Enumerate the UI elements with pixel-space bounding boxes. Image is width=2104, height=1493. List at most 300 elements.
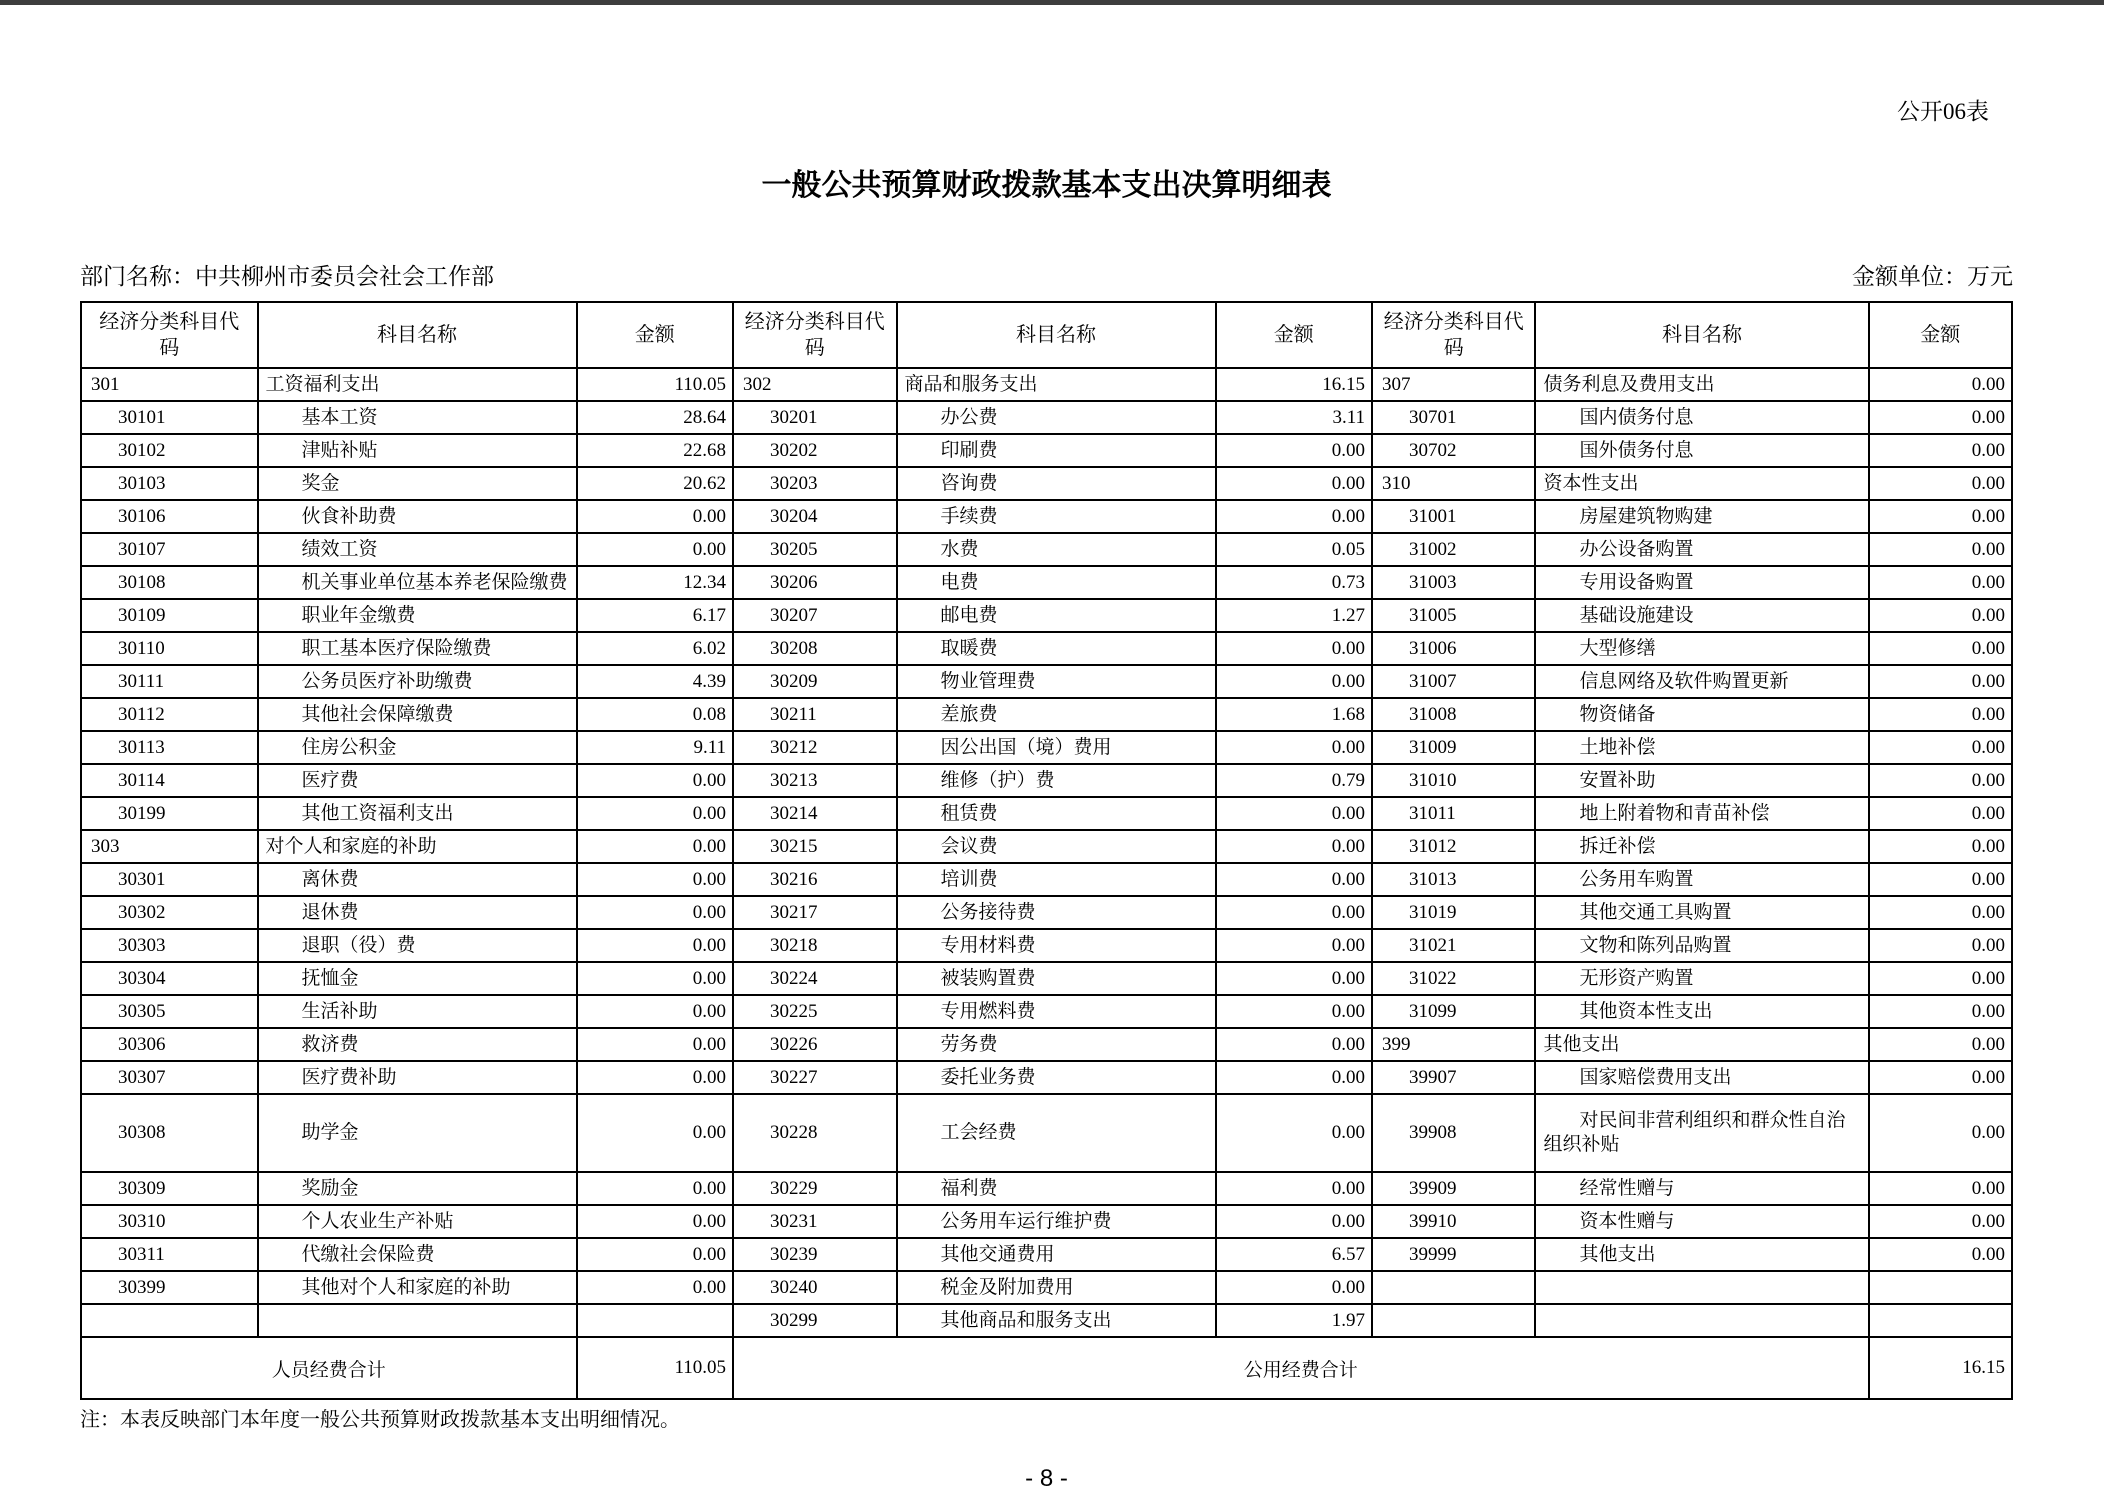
- name-cell: 个人农业生产补贴: [258, 1205, 577, 1238]
- code-cell: 31099: [1372, 995, 1536, 1028]
- name-cell: 其他对个人和家庭的补助: [258, 1271, 577, 1304]
- amount-cell: 0.00: [1216, 1172, 1372, 1205]
- name-cell: 印刷费: [897, 434, 1216, 467]
- code-cell: 30208: [733, 632, 897, 665]
- code-cell: 30110: [81, 632, 258, 665]
- code-cell: 30109: [81, 599, 258, 632]
- code-cell: 39908: [1372, 1094, 1536, 1172]
- code-cell: 30399: [81, 1271, 258, 1304]
- code-cell: 399: [1372, 1028, 1536, 1061]
- amount-cell: 0.00: [1869, 434, 2012, 467]
- table-row: [81, 698, 2012, 731]
- name-cell: 手续费: [897, 500, 1216, 533]
- name-cell: 津贴补贴: [258, 434, 577, 467]
- table-row: [81, 1271, 2012, 1304]
- name-cell: 被装购置费: [897, 962, 1216, 995]
- name-cell: 基础设施建设: [1535, 599, 1868, 632]
- column-header-name: 科目名称: [897, 302, 1216, 368]
- amount-cell: 3.11: [1216, 401, 1372, 434]
- name-cell: 大型修缮: [1535, 632, 1868, 665]
- name-cell: 咨询费: [897, 467, 1216, 500]
- code-cell: 310: [1372, 467, 1536, 500]
- name-cell: 其他交通费用: [897, 1238, 1216, 1271]
- amount-cell: 0.00: [577, 1028, 733, 1061]
- code-cell: 30201: [733, 401, 897, 434]
- amount-cell: 9.11: [577, 731, 733, 764]
- amount-cell: 0.00: [1216, 830, 1372, 863]
- code-cell: 30304: [81, 962, 258, 995]
- column-header-name: 科目名称: [1535, 302, 1868, 368]
- code-cell: 30240: [733, 1271, 897, 1304]
- amount-cell: 0.00: [1216, 467, 1372, 500]
- table-row: [81, 434, 2012, 467]
- amount-cell: 0.00: [1869, 797, 2012, 830]
- amount-cell: 0.00: [577, 1061, 733, 1094]
- code-cell: 30113: [81, 731, 258, 764]
- name-cell: 医疗费: [258, 764, 577, 797]
- table-row: [81, 830, 2012, 863]
- header-row: [81, 302, 2012, 368]
- amount-cell: 0.00: [577, 929, 733, 962]
- amount-cell: 0.00: [1869, 698, 2012, 731]
- code-cell: 303: [81, 830, 258, 863]
- amount-cell: 28.64: [577, 401, 733, 434]
- amount-cell: 0.00: [577, 863, 733, 896]
- code-cell: 30202: [733, 434, 897, 467]
- code-cell: 30209: [733, 665, 897, 698]
- name-cell: 绩效工资: [258, 533, 577, 566]
- amount-cell: 0.00: [1216, 797, 1372, 830]
- personnel-total-label: 人员经费合计: [81, 1337, 577, 1399]
- page-top-edge: [0, 0, 2104, 5]
- amount-cell: 0.79: [1216, 764, 1372, 797]
- amount-cell: [1869, 1304, 2012, 1337]
- table-body: [81, 368, 2012, 1337]
- amount-cell: 0.00: [1216, 632, 1372, 665]
- amount-cell: 0.00: [1216, 731, 1372, 764]
- table-row: [81, 896, 2012, 929]
- amount-cell: 0.00: [577, 764, 733, 797]
- name-cell: 职工基本医疗保险缴费: [258, 632, 577, 665]
- name-cell: 退职（役）费: [258, 929, 577, 962]
- amount-cell: 0.00: [1869, 1061, 2012, 1094]
- code-cell: [1372, 1271, 1536, 1304]
- name-cell: 地上附着物和青苗补偿: [1535, 797, 1868, 830]
- name-cell: 国内债务付息: [1535, 401, 1868, 434]
- name-cell: 无形资产购置: [1535, 962, 1868, 995]
- amount-cell: 0.00: [577, 896, 733, 929]
- table-row: [81, 632, 2012, 665]
- table-row: [81, 863, 2012, 896]
- table-row: [81, 929, 2012, 962]
- amount-cell: 0.00: [577, 1094, 733, 1172]
- amount-cell: 0.00: [1869, 401, 2012, 434]
- amount-cell: 20.62: [577, 467, 733, 500]
- amount-cell: 0.00: [1216, 1094, 1372, 1172]
- table-note: 注：本表反映部门本年度一般公共预算财政拨款基本支出明细情况。: [80, 1409, 680, 1431]
- amount-cell: 0.00: [1869, 1172, 2012, 1205]
- name-cell: 其他支出: [1535, 1238, 1868, 1271]
- name-cell: 国家赔偿费用支出: [1535, 1061, 1868, 1094]
- code-cell: 30310: [81, 1205, 258, 1238]
- name-cell: 其他交通工具购置: [1535, 896, 1868, 929]
- name-cell: 专用燃料费: [897, 995, 1216, 1028]
- amount-cell: 0.00: [577, 797, 733, 830]
- code-cell: 30311: [81, 1238, 258, 1271]
- code-cell: 30214: [733, 797, 897, 830]
- name-cell: 其他支出: [1535, 1028, 1868, 1061]
- table-row: [81, 665, 2012, 698]
- name-cell: 福利费: [897, 1172, 1216, 1205]
- name-cell: 电费: [897, 566, 1216, 599]
- code-cell: 30299: [733, 1304, 897, 1337]
- table-row: [81, 368, 2012, 401]
- name-cell: 因公出国（境）费用: [897, 731, 1216, 764]
- amount-cell: 0.00: [577, 1172, 733, 1205]
- amount-cell: 0.00: [1216, 995, 1372, 1028]
- name-cell: 基本工资: [258, 401, 577, 434]
- public-total-amount: 16.15: [1869, 1337, 2012, 1399]
- table-row: [81, 1061, 2012, 1094]
- code-cell: 31010: [1372, 764, 1536, 797]
- amount-cell: 0.00: [1216, 1028, 1372, 1061]
- code-cell: 30111: [81, 665, 258, 698]
- name-cell: 其他资本性支出: [1535, 995, 1868, 1028]
- unit-label: 金额单位：万元: [1852, 264, 2013, 289]
- amount-cell: [577, 1304, 733, 1337]
- code-cell: 30203: [733, 467, 897, 500]
- amount-cell: 0.00: [577, 1205, 733, 1238]
- department-name: 部门名称：中共柳州市委员会社会工作部: [80, 264, 494, 289]
- name-cell: 机关事业单位基本养老保险缴费: [258, 566, 577, 599]
- amount-cell: 0.00: [1216, 929, 1372, 962]
- name-cell: 对民间非营利组织和群众性自治组织补贴: [1535, 1094, 1868, 1172]
- code-cell: 31021: [1372, 929, 1536, 962]
- code-cell: 30108: [81, 566, 258, 599]
- name-cell: 培训费: [897, 863, 1216, 896]
- code-cell: 31011: [1372, 797, 1536, 830]
- column-header-code: 经济分类科目代码: [81, 302, 258, 368]
- code-cell: 31013: [1372, 863, 1536, 896]
- name-cell: 维修（护）费: [897, 764, 1216, 797]
- name-cell: 经常性赠与: [1535, 1172, 1868, 1205]
- table-row: [81, 797, 2012, 830]
- amount-cell: 0.00: [1869, 863, 2012, 896]
- name-cell: 水费: [897, 533, 1216, 566]
- totals-row: [81, 1337, 2012, 1399]
- name-cell: 会议费: [897, 830, 1216, 863]
- name-cell: 劳务费: [897, 1028, 1216, 1061]
- table-row: [81, 566, 2012, 599]
- amount-cell: 1.68: [1216, 698, 1372, 731]
- amount-cell: 0.00: [1869, 995, 2012, 1028]
- code-cell: 30701: [1372, 401, 1536, 434]
- amount-cell: 6.57: [1216, 1238, 1372, 1271]
- table-header: [81, 302, 2012, 368]
- code-cell: 30303: [81, 929, 258, 962]
- name-cell: [1535, 1304, 1868, 1337]
- name-cell: 债务利息及费用支出: [1535, 368, 1868, 401]
- code-cell: 30211: [733, 698, 897, 731]
- amount-cell: 6.02: [577, 632, 733, 665]
- amount-cell: 0.00: [1216, 665, 1372, 698]
- code-cell: 30225: [733, 995, 897, 1028]
- name-cell: 办公费: [897, 401, 1216, 434]
- column-header-code: 经济分类科目代码: [1372, 302, 1536, 368]
- code-cell: 30199: [81, 797, 258, 830]
- code-cell: 30107: [81, 533, 258, 566]
- table-row: [81, 533, 2012, 566]
- name-cell: 公务员医疗补助缴费: [258, 665, 577, 698]
- table-row: [81, 1304, 2012, 1337]
- name-cell: 物业管理费: [897, 665, 1216, 698]
- code-cell: 30239: [733, 1238, 897, 1271]
- name-cell: 差旅费: [897, 698, 1216, 731]
- code-cell: 30112: [81, 698, 258, 731]
- code-cell: 30308: [81, 1094, 258, 1172]
- name-cell: 生活补助: [258, 995, 577, 1028]
- amount-cell: 0.00: [1869, 665, 2012, 698]
- amount-cell: 0.00: [577, 533, 733, 566]
- code-cell: 30213: [733, 764, 897, 797]
- amount-cell: 0.00: [1216, 1271, 1372, 1304]
- amount-cell: 0.00: [577, 830, 733, 863]
- code-cell: 31003: [1372, 566, 1536, 599]
- amount-cell: 0.05: [1216, 533, 1372, 566]
- amount-cell: 0.00: [1869, 1028, 2012, 1061]
- code-cell: 39910: [1372, 1205, 1536, 1238]
- code-cell: [1372, 1304, 1536, 1337]
- code-cell: 30114: [81, 764, 258, 797]
- code-cell: 30102: [81, 434, 258, 467]
- amount-cell: 0.00: [1869, 533, 2012, 566]
- name-cell: 房屋建筑物购建: [1535, 500, 1868, 533]
- amount-cell: 0.00: [1869, 1205, 2012, 1238]
- name-cell: 办公设备购置: [1535, 533, 1868, 566]
- name-cell: 公务用车运行维护费: [897, 1205, 1216, 1238]
- amount-cell: 0.00: [1216, 500, 1372, 533]
- name-cell: 工资福利支出: [258, 368, 577, 401]
- amount-cell: 0.00: [1216, 1205, 1372, 1238]
- page-number: - 8 -: [1025, 1465, 1068, 1492]
- amount-cell: 0.00: [1869, 962, 2012, 995]
- name-cell: 委托业务费: [897, 1061, 1216, 1094]
- code-cell: 30207: [733, 599, 897, 632]
- amount-cell: 4.39: [577, 665, 733, 698]
- amount-cell: 16.15: [1216, 368, 1372, 401]
- code-cell: 39909: [1372, 1172, 1536, 1205]
- code-cell: 30224: [733, 962, 897, 995]
- code-cell: 30228: [733, 1094, 897, 1172]
- code-cell: 31001: [1372, 500, 1536, 533]
- page-title: 一般公共预算财政拨款基本支出决算明细表: [761, 169, 1332, 202]
- amount-cell: 0.00: [1869, 830, 2012, 863]
- name-cell: 租赁费: [897, 797, 1216, 830]
- code-cell: 31008: [1372, 698, 1536, 731]
- amount-cell: 0.00: [1869, 566, 2012, 599]
- name-cell: 物资储备: [1535, 698, 1868, 731]
- name-cell: 商品和服务支出: [897, 368, 1216, 401]
- table-row: [81, 1172, 2012, 1205]
- table-row: [81, 1238, 2012, 1271]
- code-cell: 30702: [1372, 434, 1536, 467]
- name-cell: 助学金: [258, 1094, 577, 1172]
- amount-cell: 1.97: [1216, 1304, 1372, 1337]
- code-cell: 301: [81, 368, 258, 401]
- code-cell: 30215: [733, 830, 897, 863]
- name-cell: 拆迁补偿: [1535, 830, 1868, 863]
- amount-cell: 0.00: [1869, 896, 2012, 929]
- name-cell: 奖金: [258, 467, 577, 500]
- name-cell: 其他工资福利支出: [258, 797, 577, 830]
- code-cell: 30231: [733, 1205, 897, 1238]
- code-cell: 30212: [733, 731, 897, 764]
- amount-cell: 0.73: [1216, 566, 1372, 599]
- name-cell: 文物和陈列品购置: [1535, 929, 1868, 962]
- code-cell: 30216: [733, 863, 897, 896]
- code-cell: 30305: [81, 995, 258, 1028]
- amount-cell: [1869, 1271, 2012, 1304]
- name-cell: 其他社会保障缴费: [258, 698, 577, 731]
- code-cell: 30301: [81, 863, 258, 896]
- table-footer: [81, 1337, 2012, 1399]
- amount-cell: 0.00: [1869, 929, 2012, 962]
- amount-cell: 0.00: [1869, 599, 2012, 632]
- name-cell: 离休费: [258, 863, 577, 896]
- name-cell: 救济费: [258, 1028, 577, 1061]
- name-cell: 职业年金缴费: [258, 599, 577, 632]
- amount-cell: 0.00: [1216, 1061, 1372, 1094]
- amount-cell: 0.00: [577, 500, 733, 533]
- code-cell: 30103: [81, 467, 258, 500]
- name-cell: 资本性支出: [1535, 467, 1868, 500]
- name-cell: [258, 1304, 577, 1337]
- name-cell: 国外债务付息: [1535, 434, 1868, 467]
- amount-cell: 0.00: [577, 962, 733, 995]
- name-cell: 公务用车购置: [1535, 863, 1868, 896]
- amount-cell: 6.17: [577, 599, 733, 632]
- column-header-amount: 金额: [577, 302, 733, 368]
- name-cell: 住房公积金: [258, 731, 577, 764]
- column-header-code: 经济分类科目代码: [733, 302, 897, 368]
- code-cell: 30227: [733, 1061, 897, 1094]
- name-cell: 退休费: [258, 896, 577, 929]
- name-cell: 取暖费: [897, 632, 1216, 665]
- code-cell: 30307: [81, 1061, 258, 1094]
- code-cell: 31005: [1372, 599, 1536, 632]
- table-row: [81, 599, 2012, 632]
- name-cell: 邮电费: [897, 599, 1216, 632]
- name-cell: 信息网络及软件购置更新: [1535, 665, 1868, 698]
- meta-row: [80, 261, 2013, 293]
- column-header-amount: 金额: [1216, 302, 1372, 368]
- code-cell: 39907: [1372, 1061, 1536, 1094]
- amount-cell: 0.00: [1869, 368, 2012, 401]
- name-cell: 抚恤金: [258, 962, 577, 995]
- table-row: [81, 731, 2012, 764]
- name-cell: 其他商品和服务支出: [897, 1304, 1216, 1337]
- code-cell: 31002: [1372, 533, 1536, 566]
- amount-cell: 22.68: [577, 434, 733, 467]
- table-row: [81, 467, 2012, 500]
- amount-cell: 0.00: [1869, 500, 2012, 533]
- code-cell: 30101: [81, 401, 258, 434]
- amount-cell: 0.00: [1216, 896, 1372, 929]
- code-cell: 30226: [733, 1028, 897, 1061]
- table-row: [81, 995, 2012, 1028]
- code-cell: 302: [733, 368, 897, 401]
- code-cell: 30302: [81, 896, 258, 929]
- amount-cell: 0.00: [1869, 731, 2012, 764]
- name-cell: 代缴社会保险费: [258, 1238, 577, 1271]
- name-cell: 对个人和家庭的补助: [258, 830, 577, 863]
- column-header-amount: 金额: [1869, 302, 2012, 368]
- public-total-label: 公用经费合计: [733, 1337, 1869, 1399]
- amount-cell: 0.00: [577, 995, 733, 1028]
- code-cell: 39999: [1372, 1238, 1536, 1271]
- table-row: [81, 1205, 2012, 1238]
- code-cell: 30217: [733, 896, 897, 929]
- amount-cell: 110.05: [577, 368, 733, 401]
- column-header-name: 科目名称: [258, 302, 577, 368]
- amount-cell: 0.00: [1869, 764, 2012, 797]
- table-row: [81, 401, 2012, 434]
- table-row: [81, 1094, 2012, 1172]
- amount-cell: 0.08: [577, 698, 733, 731]
- budget-detail-table: [80, 301, 2013, 1400]
- document-page: [80, 97, 2013, 1493]
- code-cell: 31012: [1372, 830, 1536, 863]
- name-cell: 专用材料费: [897, 929, 1216, 962]
- name-cell: 工会经费: [897, 1094, 1216, 1172]
- name-cell: 资本性赠与: [1535, 1205, 1868, 1238]
- amount-cell: 1.27: [1216, 599, 1372, 632]
- table-row: [81, 962, 2012, 995]
- form-number-label: 公开06表: [1897, 99, 1989, 124]
- name-cell: [1535, 1271, 1868, 1304]
- code-cell: 31022: [1372, 962, 1536, 995]
- amount-cell: 0.00: [1869, 467, 2012, 500]
- code-cell: 30206: [733, 566, 897, 599]
- code-cell: 307: [1372, 368, 1536, 401]
- code-cell: 30204: [733, 500, 897, 533]
- amount-cell: 0.00: [577, 1271, 733, 1304]
- code-cell: 31019: [1372, 896, 1536, 929]
- code-cell: 31009: [1372, 731, 1536, 764]
- name-cell: 医疗费补助: [258, 1061, 577, 1094]
- code-cell: 31007: [1372, 665, 1536, 698]
- amount-cell: 0.00: [1216, 434, 1372, 467]
- name-cell: 奖励金: [258, 1172, 577, 1205]
- amount-cell: 0.00: [1869, 632, 2012, 665]
- code-cell: 31006: [1372, 632, 1536, 665]
- name-cell: 税金及附加费用: [897, 1271, 1216, 1304]
- personnel-total-amount: 110.05: [577, 1337, 733, 1399]
- table-row: [81, 1028, 2012, 1061]
- name-cell: 伙食补助费: [258, 500, 577, 533]
- code-cell: 30306: [81, 1028, 258, 1061]
- code-cell: [81, 1304, 258, 1337]
- amount-cell: 0.00: [577, 1238, 733, 1271]
- code-cell: 30205: [733, 533, 897, 566]
- name-cell: 专用设备购置: [1535, 566, 1868, 599]
- table-row: [81, 500, 2012, 533]
- code-cell: 30106: [81, 500, 258, 533]
- code-cell: 30229: [733, 1172, 897, 1205]
- code-cell: 30309: [81, 1172, 258, 1205]
- name-cell: 公务接待费: [897, 896, 1216, 929]
- name-cell: 安置补助: [1535, 764, 1868, 797]
